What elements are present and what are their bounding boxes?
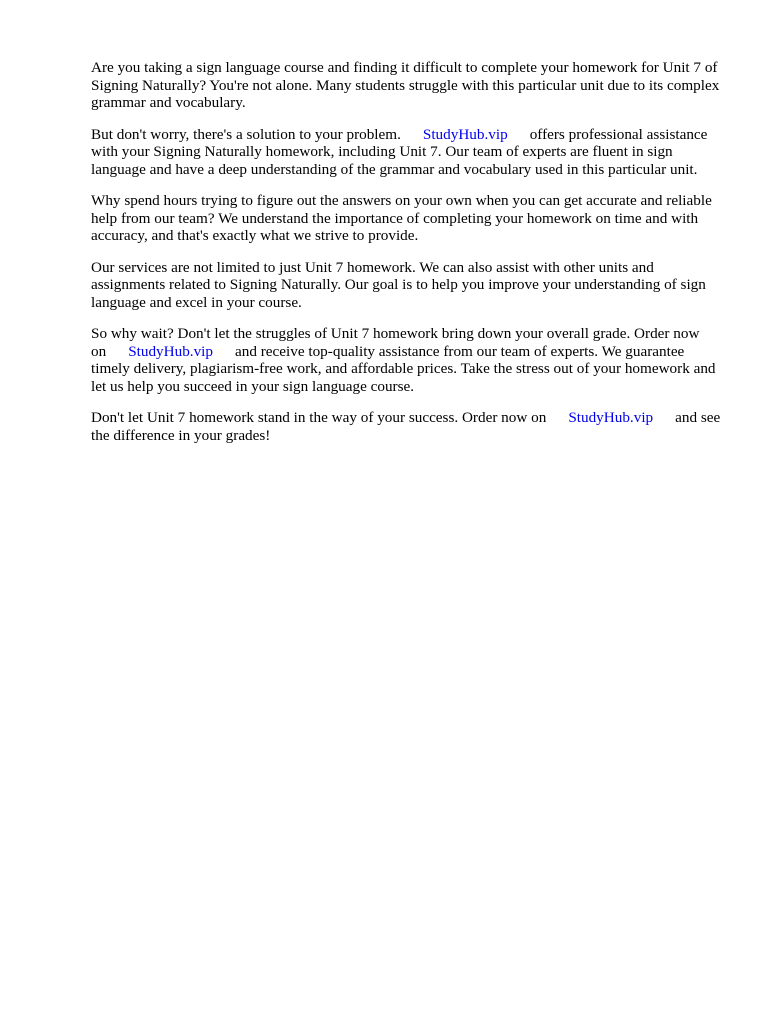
paragraph-closing-text-start: Don't let Unit 7 homework stand in the way of your success. Order now on xyxy=(91,409,547,426)
paragraph-closing-text-end: and see the difference in your grades! xyxy=(91,409,721,444)
studyhub-link-3[interactable]: StudyHub.vip xyxy=(568,409,654,426)
paragraph-services xyxy=(91,259,723,312)
paragraph-why-wait-text-start: So why wait? Don't let the struggles of Unit 7 homework bring down your overall grade. Order now on xyxy=(91,325,700,360)
paragraph-why-spend xyxy=(91,192,723,245)
studyhub-link-2[interactable]: StudyHub.vip xyxy=(128,342,213,360)
paragraph-solution-text-end: offers professional assistance with your Signing Naturally homework, including Unit 7. Our team of experts are fluent in sign language and have a deep understanding of the grammar and vocabulary used in this particular unit. xyxy=(91,125,708,178)
studyhub-link-1[interactable]: StudyHub.vip xyxy=(422,125,508,143)
paragraph-why-wait xyxy=(91,325,723,395)
paragraph-solution xyxy=(91,126,723,179)
paragraph-solution-text-start: But don't worry, there's a solution to your problem. xyxy=(91,125,401,143)
paragraph-closing xyxy=(91,409,723,444)
paragraph-why-wait-text-end: and receive top-quality assistance from our team of experts. We guarantee timely delivery, plagiarism-free work, and affordable prices. Take the stress out of your homework and let us help you succeed in your sign language course. xyxy=(91,342,716,395)
document-body xyxy=(91,59,723,458)
paragraph-why-spend-text: Why spend hours trying to figure out the answers on your own when you can get accurate and reliable help from our team? We understand the importance of completing your homework on time and with accuracy, and that's exactly what we strive to provide. xyxy=(91,192,712,244)
paragraph-intro xyxy=(91,59,723,112)
paragraph-services-text: Our services are not limited to just Unit 7 homework. We can also assist with other units and assignments related to Signing Naturally. Our goal is to help you improve your understanding of sign language and excel in your course. xyxy=(91,258,706,311)
paragraph-intro-text: Are you taking a sign language course and finding it difficult to complete your homework for Unit 7 of Signing Naturally? You're not alone. Many students struggle with this particular unit due to its complex grammar and vocabulary. xyxy=(91,59,720,111)
